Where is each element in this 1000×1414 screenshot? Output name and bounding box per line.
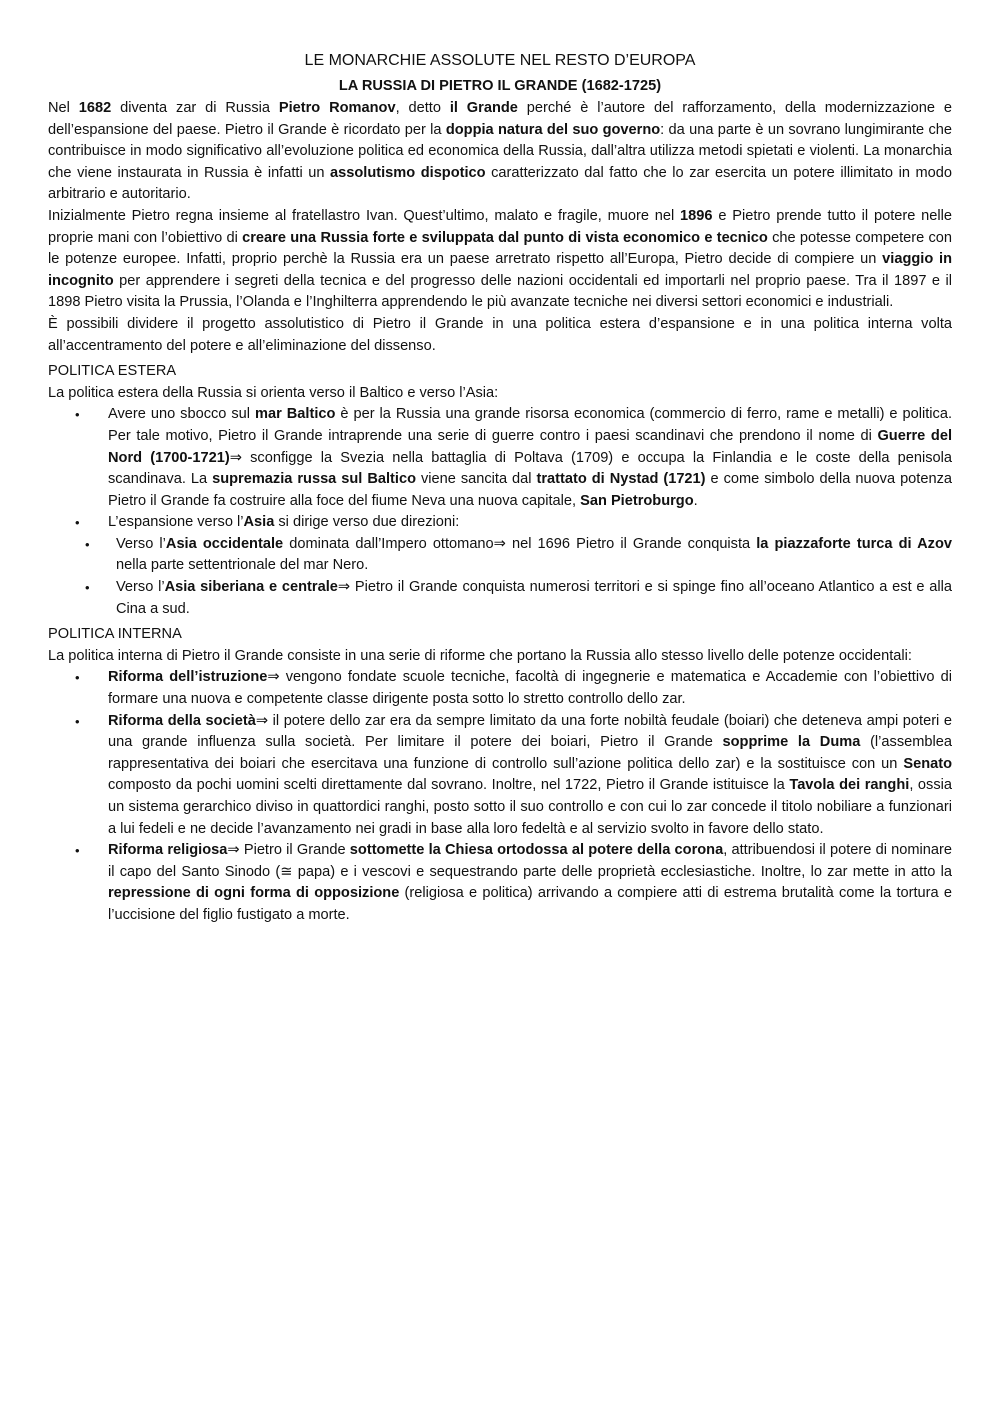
bullet-icon: • — [75, 713, 80, 729]
list-item-text: L’espansione verso l’Asia si dirige verso due direzioni: — [108, 514, 460, 531]
list-item — [48, 577, 952, 620]
bold-text: sottomette la Chiesa ortodossa al potere della corona — [349, 842, 724, 859]
bullet-icon: • — [85, 536, 90, 552]
bold-text: Riforma religiosa — [108, 842, 228, 859]
bold-text: Asia siberiana e centrale — [164, 579, 338, 596]
list-item — [48, 404, 952, 512]
bold-text: San Pietroburgo — [580, 492, 694, 509]
document-title: LE MONARCHIE ASSOLUTE NEL RESTO D’EUROPA — [304, 52, 696, 69]
bold-text: creare una Russia forte e sviluppata dal punto di vista economico e tecnico — [242, 229, 768, 246]
bold-text: viaggio in incognito — [48, 251, 952, 289]
document-page — [48, 50, 952, 927]
bold-text: Pietro Romanov — [278, 100, 396, 116]
list-item-text: Verso l’Asia siberiana e centrale⇒ Pietro il Grande conquista numerosi territori e si spinge fino all’oceano Atlantico a est e alla Cina a sud. — [116, 579, 952, 617]
list-item-text: Riforma religiosa⇒ Pietro il Grande sottomette la Chiesa ortodossa al potere della corona, attribuendosi il potere di nominare il capo del Santo Sinodo (≅ papa) e i vescovi e sequestrando parte delle proprietà ecclesiastiche. Inoltre, lo zar mette in atto la repressione di ogni forma di opposizione (religiosa e politica) arrivando a compiere atti di estrema brutalità come la tortura e l’uccisione del figlio fustigato a morte. — [108, 842, 952, 923]
bullet-icon: • — [85, 580, 90, 596]
bold-text: Asia occidentale — [165, 535, 284, 552]
list-item-text: Avere uno sbocco sul mar Baltico è per la Russia una grande risorsa economica (commercio di ferro, rame e metalli) e politica. Per tale motivo, Pietro il Grande intraprende una serie di guerre contro i paesi scandinavi che prendono il nome di Guerre del Nord (1700-1721)⇒ sconfigge la Svezia nella battaglia di Poltava (1709) e occupa la Finlandia e le coste della penisola scandinava. La supremazia russa sul Baltico viene sancita dal trattato di Nystad (1721) e come simbolo della nuova potenza Pietro il Grande fa costruire alla foce del fiume Neva una nuova capitale, San Pietroburgo. — [108, 406, 953, 509]
bold-text: repressione di ogni forma di opposizione — [108, 885, 400, 902]
bold-text: sopprime la Duma — [722, 734, 861, 751]
estera-lead: La politica estera della Russia si orienta verso il Baltico e verso l’Asia: — [48, 384, 499, 401]
bold-text: la piazzaforte turca di Azov — [756, 535, 952, 552]
bold-text: Riforma dell’istruzione — [108, 669, 268, 686]
list-item — [48, 667, 952, 710]
bold-text: assolutismo dispotico — [330, 164, 486, 181]
bold-text: doppia natura del suo governo — [445, 121, 661, 138]
bullet-icon: • — [75, 515, 80, 531]
bold-text: il Grande — [449, 100, 518, 116]
list-item-text: Riforma dell’istruzione⇒ vengono fondate scuole tecniche, facoltà di ingegnerie e matematica e Accademie con l’obiettivo di formare una nuova e competente classe dirigente posta sotto lo stretto controllo dello zar. — [108, 669, 952, 708]
bold-text: 1682 — [78, 100, 112, 116]
bullet-icon: • — [75, 843, 80, 859]
intro-paragraph-1: Nel 1682 diventa zar di Russia Pietro Romanov, detto il Grande perché è l’autore del rafforzamento, della modernizzazione e dell’espansione del paese. Pietro il Grande è ricordato per la doppia natura del suo governo: da una parte è un sovrano lungimirante che contribuisce in modo significativo all’evoluzione politica ed economica della Russia, dall’altra utilizza metodi spietati e violenti. La monarchia che viene instaurata in Russia è infatti un assolutismo dispotico caratterizzato dal fatto che lo zar esercita un potere illimitato in modo arbitrario e autoritario. — [48, 100, 952, 203]
bold-text: 1896 — [680, 207, 713, 224]
bold-text: trattato di Nystad (1721) — [536, 471, 706, 488]
estera-sub-bullet-list — [48, 534, 952, 620]
bold-text: Riforma della società — [108, 712, 256, 729]
list-item-text: Verso l’Asia occidentale dominata dall’Impero ottomano⇒ nel 1696 Pietro il Grande conquista la piazzaforte turca di Azov nella parte settentrionale del mar Nero. — [116, 535, 952, 574]
interna-bullet-list — [48, 667, 952, 926]
bold-text: Asia — [243, 514, 275, 531]
bullet-icon: • — [75, 407, 80, 423]
estera-bullet-list — [48, 404, 952, 534]
bold-text: supremazia russa sul Baltico — [212, 471, 416, 488]
list-item-text: Riforma della società⇒ il potere dello zar era da sempre limitato da una forte nobiltà feudale (boiari) che deteneva ampi poteri e una grande influenza sulla società. Per limitare il potere dei boiari, Pietro il Grande sopprime la Duma (l’assemblea rappresentativa dei boiari che esercitava una funzione di controllo sull’azione politica dello zar) e la sostituisce con un Senato composto da pochi uomini scelti direttamente dal sovrano. Inoltre, nel 1722, Pietro il Grande istituisce la Tavola dei ranghi, ossia un sistema gerarchico diviso in quattordici ranghi, posto sotto il suo controllo e con cui lo zar concede il titolo nobiliare a funzionari a lui fedeli e ne decide l’avanzamento nei gradi in base alla loro fedeltà e al servizio svolto in favore dello stato. — [108, 712, 952, 837]
section-heading-interna: POLITICA INTERNA — [48, 626, 182, 643]
section-heading-estera: POLITICA ESTERA — [48, 363, 177, 380]
list-item — [48, 534, 952, 577]
intro-paragraph-2: Inizialmente Pietro regna insieme al fratellastro Ivan. Quest’ultimo, malato e fragile, muore nel 1896 e Pietro prende tutto il potere nelle proprie mani con l’obiettivo di creare una Russia forte e sviluppata dal punto di vista economico e tecnico che potesse competere con le potenze europee. Infatti, proprio perchè la Russia era un paese arretrato rispetto all’Europa, Pietro decide di compiere un viaggio in incognito per apprendere i segreti della tecnica e del progresso delle nazioni occidentali ed importarli nel proprio paese. Tra il 1897 e il 1898 Pietro visita la Prussia, l’Olanda e l’Inghilterra apprendendo le più avanzate tecniche nei diversi settori economici e industriali. — [48, 207, 953, 311]
list-item — [48, 840, 952, 926]
intro-paragraph-3: È possibili dividere il progetto assolutistico di Pietro il Grande in una politica estera d’espansione e in una politica interna volta all’accentramento del potere e all’eliminazione del dissenso. — [48, 315, 952, 354]
list-item — [48, 711, 952, 841]
list-item — [48, 512, 952, 534]
bold-text: Guerre del Nord (1700-1721) — [108, 427, 952, 466]
bullet-icon: • — [75, 670, 80, 686]
interna-lead: La politica interna di Pietro il Grande consiste in una serie di riforme che portano la Russia allo stesso livello delle potenze occidentali: — [48, 647, 912, 664]
bold-text: Senato — [903, 755, 952, 772]
bold-text: mar Baltico — [255, 406, 336, 423]
bold-text: Tavola dei ranghi — [789, 777, 910, 794]
document-subtitle: LA RUSSIA DI PIETRO IL GRANDE (1682-1725) — [338, 78, 662, 94]
